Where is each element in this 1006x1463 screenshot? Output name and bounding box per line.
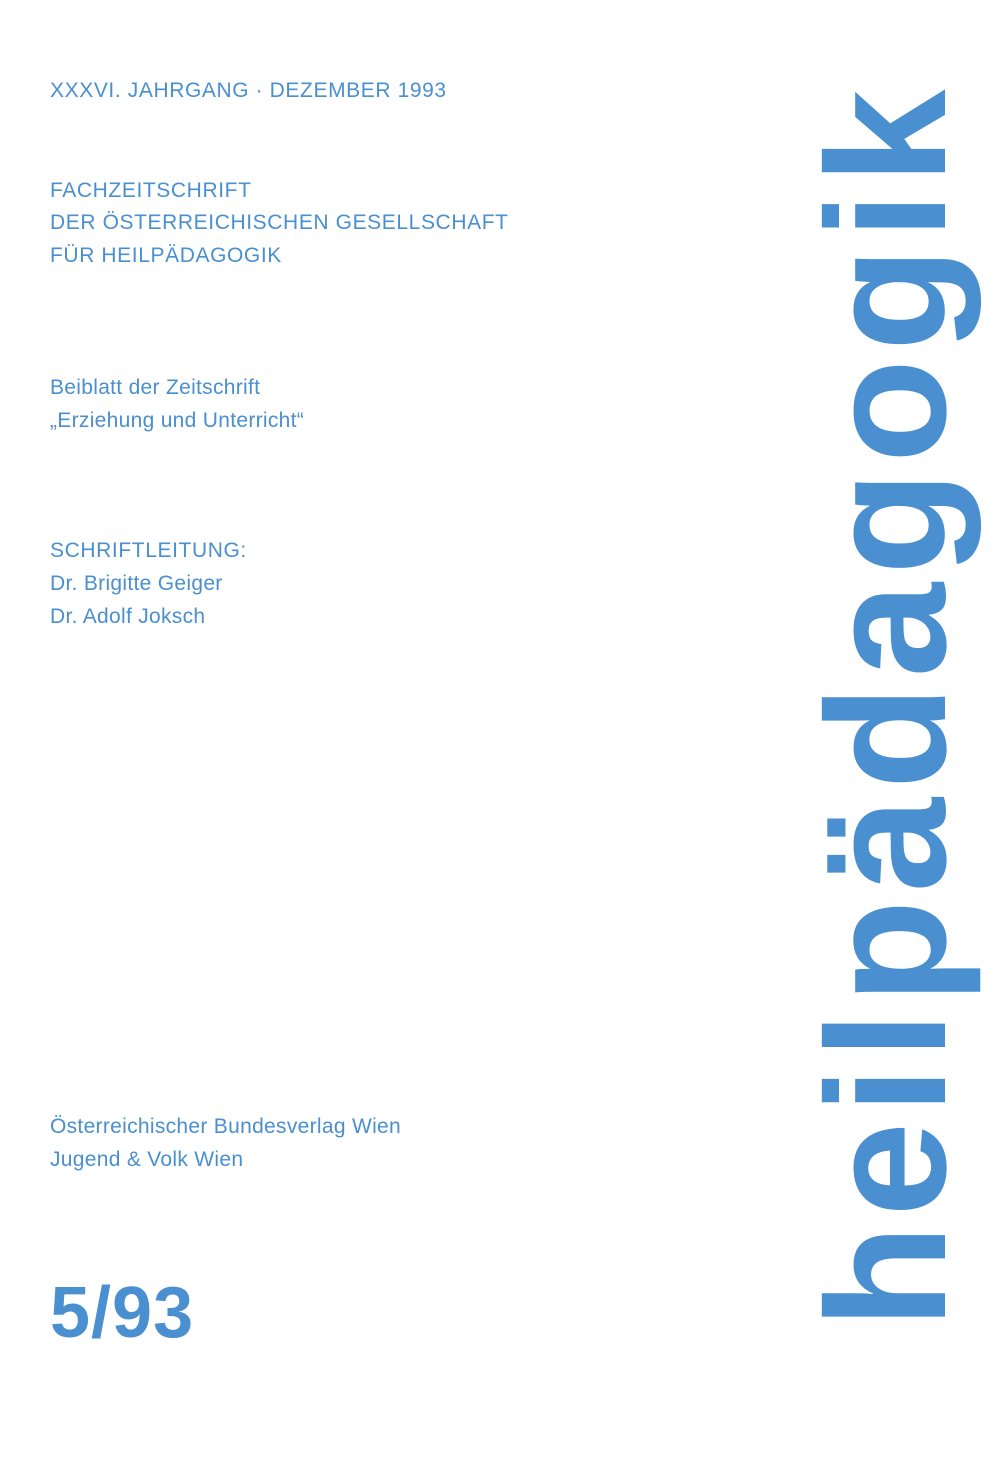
subtitle-line-1: FACHZEITSCHRIFT [50,179,252,202]
journal-title: heilpädagogik [792,81,982,1329]
supplement-line-2: „Erziehung und Unterricht“ [50,409,305,432]
supplement-line-1: Beiblatt der Zeitschrift [50,376,261,399]
publisher-line-2: Jugend & Volk Wien [50,1148,244,1171]
journal-title-container [792,80,982,1330]
volume-date-line: XXXVI. JAHRGANG · DEZEMBER 1993 [50,79,447,102]
editor-name-1: Dr. Brigitte Geiger [50,572,223,595]
editors-heading: SCHRIFTLEITUNG: [50,539,247,562]
editor-name-2: Dr. Adolf Joksch [50,605,206,628]
subtitle-line-2: DER ÖSTERREICHISCHEN GESELLSCHAFT [50,211,509,234]
publisher-line-1: Österreichischer Bundesverlag Wien [50,1115,402,1138]
subtitle-line-3: FÜR HEILPÄDAGOGIK [50,244,282,267]
issue-number: 5/93 [50,1273,195,1353]
